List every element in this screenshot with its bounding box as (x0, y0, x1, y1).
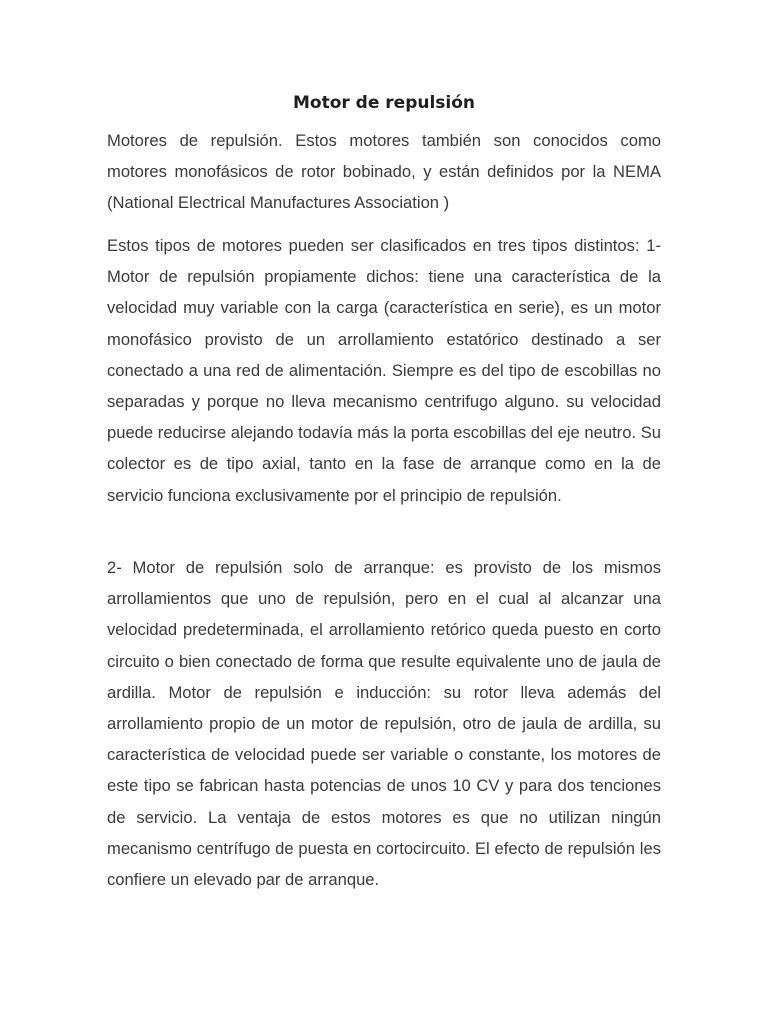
paragraph-intro: Motores de repulsión. Estos motores también son conocidos como motores monofásicos de rotor bobinado, y están definidos por la NEMA (National Electrical Manufactures Association ) (107, 131, 661, 213)
paragraph-types: Estos tipos de motores pueden ser clasificados en tres tipos distintos: 1- Motor de repulsión propiamente dichos: tiene una característica de la velocidad muy variable con la carga (característica en serie), es un motor monofásico provisto de un arrollamiento estatórico destinado a ser conectado a una red de alimentación. Siempre es del tipo de escobillas no separadas y porque no lleva mecanismo centrifugo alguno. su velocidad puede reducirse alejando todavía más la porta escobillas del eje neutro. Su colector es de tipo axial, tanto en la fase de arranque como en la de servicio funciona exclusivamente por el principio de repulsión. (107, 236, 661, 505)
document-title: Motor de repulsión (292, 93, 476, 113)
paragraph-starting-motor: 2- Motor de repulsión solo de arranque: es provisto de los mismos arrollamientos que uno de repulsión, pero en el cual al alcanzar una velocidad predeterminada, el arrollamiento retórico queda puesto en corto circuito o bien conectado de forma que resulte equivalente uno de jaula de ardilla. Motor de repulsión e inducción: su rotor lleva además del arrollamiento propio de un motor de repulsión, otro de jaula de ardilla, su característica de velocidad puede ser variable o constante, los motores de este tipo se fabrican hasta potencias de unos 10 CV y para dos tenciones de servicio. La ventaja de estos motores es que no utilizan ningún mecanismo centrífugo de puesta en cortocircuito. El efecto de repulsión les confiere un elevado par de arranque. (107, 558, 661, 890)
